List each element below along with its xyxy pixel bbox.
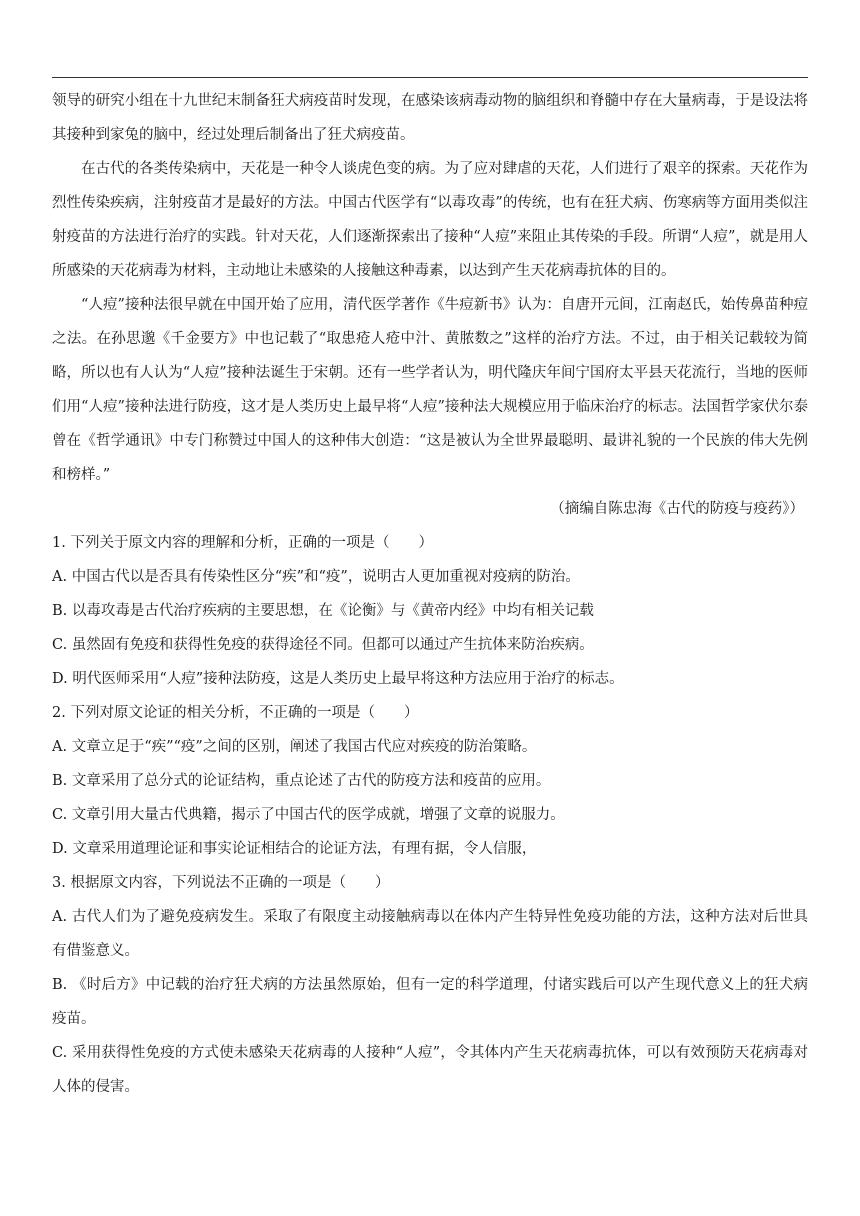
passage-source: （摘编自陈忠海《古代的防疫与疫药》） [550, 501, 804, 517]
question-option: C. 虽然固有免疫和获得性免疫的获得途径不同。但都可以通过产生抗体来防治疾病。 [52, 637, 594, 653]
passage-paragraph-0: 领导的研究小组在十九世纪末制备狂犬病疫苗时发现，在感染该病毒动物的脑组织和脊髓中存在大量病毒，于是设法将其接种到家兔的脑中，经过处理后制备出了狂犬病疫苗。 [52, 93, 808, 143]
question-2 [52, 696, 808, 866]
question-option: D. 文章采用道理论证和事实论证相结合的论证方法，有理有据，令人信服， [52, 841, 537, 857]
document-body [52, 84, 808, 1104]
question-option: A. 文章立足于“疾”“疫”之间的区别，阐述了我国古代应对疾疫的防治策略。 [52, 739, 537, 755]
passage-paragraph-1: 在古代的各类传染病中，天花是一种令人谈虎色变的病。为了应对肆虐的天花，人们进行了艰辛的探索。天花作为烈性传染疾病，注射疫苗才是最好的方法。中国古代医学有“以毒攻毒”的传统，也有在狂犬病、伤寒病等方面用类似注射疫苗的方法进行治疗的实践。针对天花，人们逐渐探索出了接种“人痘”来阻止其传染的手段。所谓“人痘”，就是用人所感染的天花病毒为材料，主动地让未感染的人接触这种毒素，以达到产生天花病毒抗体的目的。 [52, 161, 808, 279]
question-option: C. 采用获得性免疫的方式使未感染天花病毒的人接种“人痘”，令其体内产生天花病毒抗体，可以有效预防天花病毒对人体的侵害。 [52, 1045, 808, 1095]
question-option: B. 文章采用了总分式的论证结构，重点论述了古代的防疫方法和疫苗的应用。 [52, 773, 551, 789]
question-3 [52, 866, 808, 1104]
question-option: B. 以毒攻毒是古代治疗疾病的主要思想，在《论衡》与《黄帝内经》中均有相关记载 [52, 603, 594, 619]
question-option: A. 古代人们为了避免疫病发生。采取了有限度主动接触病毒以在体内产生特异性免疫功能的方法，这种方法对后世具有借鉴意义。 [52, 909, 808, 959]
question-stem: 2. 下列对原文论证的相关分析，不正确的一项是（ ） [52, 705, 419, 721]
question-option: C. 文章引用大量古代典籍，揭示了中国古代的医学成就，增强了文章的说服力。 [52, 807, 565, 823]
question-option: B. 《时后方》中记载的治疗狂犬病的方法虽然原始，但有一定的科学道理，付诸实践后可以产生现代意义上的狂犬病疫苗。 [52, 977, 808, 1027]
question-stem: 1. 下列关于原文内容的理解和分析，正确的一项是（ ） [52, 535, 433, 551]
question-stem: 3. 根据原文内容，下列说法不正确的一项是（ ） [52, 875, 390, 891]
question-option: A. 中国古代以是否具有传染性区分“疾”和“疫”，说明古人更加重视对疫病的防治。 [52, 569, 580, 585]
question-1 [52, 526, 808, 696]
question-option: D. 明代医师采用“人痘”接种法防疫，这是人类历史上最早将这种方法应用于治疗的标志。 [52, 671, 624, 687]
passage-paragraph-2: “人痘”接种法很早就在中国开始了应用，清代医学著作《牛痘新书》认为：自唐开元间，江南赵氏，始传鼻苗种痘之法。在孙思邈《千金要方》中也记载了“取患疮人疮中汁、黄脓数之”这样的治疗方法。不过，由于相关记载较为简略，所以也有人认为“人痘”接种法诞生于宋朝。还有一些学者认为，明代隆庆年间宁国府太平县天花流行，当地的医师们用“人痘”接种法进行防疫，这才是人类历史上最早将“人痘”接种法大规模应用于临床治疗的标志。法国哲学家伏尔泰曾在《哲学通讯》中专门称赞过中国人的这种伟大创造：“这是被认为全世界最聪明、最讲礼貌的一个民族的伟大先例和榜样。” [52, 297, 808, 483]
header-rule [52, 77, 808, 78]
